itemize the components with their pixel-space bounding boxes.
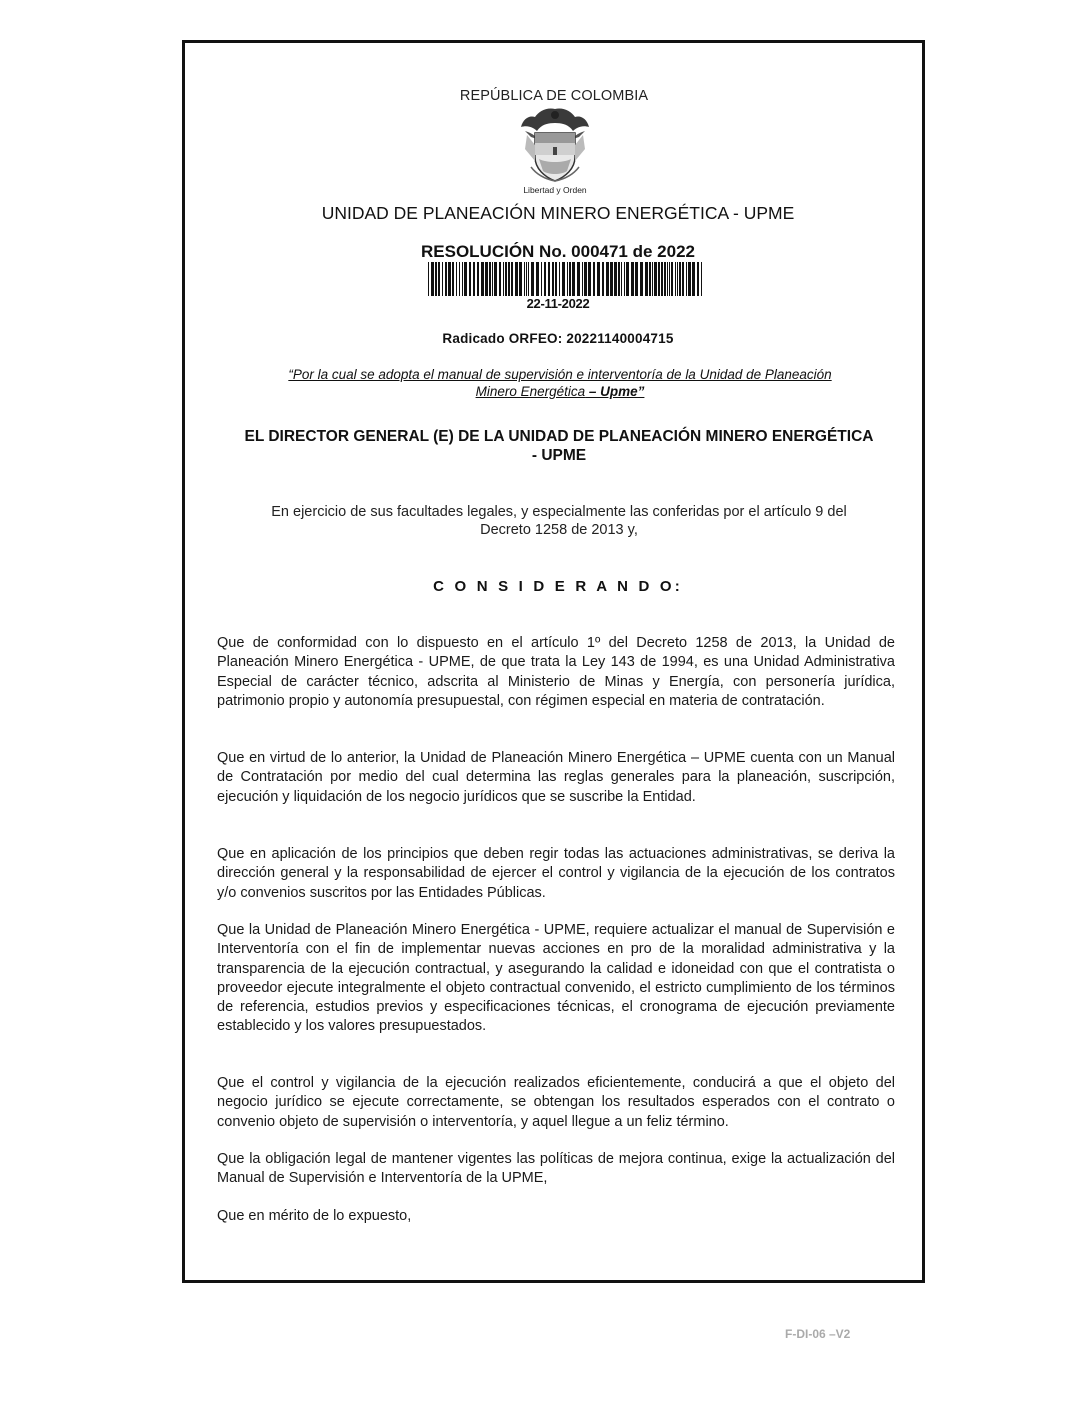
resolution-subject (230, 366, 890, 400)
radicado-number: Radicado ORFEO: 20221140004715 (442, 331, 674, 346)
barcode-bar (658, 262, 660, 296)
barcode-bar (692, 262, 695, 296)
barcode-bar (635, 262, 638, 296)
barcode-bar (618, 262, 620, 296)
barcode-bar (508, 262, 510, 296)
barcode-bar (469, 262, 471, 296)
barcode-bar (541, 262, 542, 296)
barcode-bar (499, 262, 501, 296)
barcode-bar (511, 262, 513, 296)
barcode-bar (526, 262, 527, 296)
barcode-bar (464, 262, 467, 296)
paragraph: Que el control y vigilancia de la ejecución realizados eficientemente, conducirá a que el objeto del negocio jurídico se ejecute correctamente, se obtengan los resultados esperados con el contrato o convenio objeto de supervisión o interventoría, y aquel llegue a un feliz término. (217, 1075, 895, 1130)
barcode-bar (582, 262, 583, 296)
director-heading (214, 427, 904, 465)
barcode-bar (505, 262, 507, 296)
considerando-heading: C O N S I D E R A N D O: (433, 578, 683, 595)
barcode-bar (631, 262, 634, 296)
barcode-bar (494, 262, 497, 296)
barcode-bar (431, 262, 434, 296)
resolution-title: RESOLUCIÓN No. 000471 de 2022 (420, 242, 695, 261)
barcode-bar (459, 262, 460, 296)
subject-line-1: “Por la cual se adopta el manual de supervisión e interventoría de la Unidad de Planeación (288, 367, 832, 382)
barcode-bar (686, 262, 687, 296)
barcode-bar (593, 262, 595, 296)
barcode-bar (503, 262, 504, 296)
barcode-icon (428, 262, 704, 296)
paragraph: Que en virtud de lo anterior, la Unidad de Planeación Minero Energética – UPME cuenta con un Manual de Contratación por medio del cual determina las reglas generales para la planeación, suscripción, ejecución y liquidación de los negocio jurídicos que se suscribe la Entidad. (217, 750, 895, 805)
paragraph: Que de conformidad con lo dispuesto en el artículo 1º del Decreto 1258 de 2013, la Unidad de Planeación Minero Energética - UPME, de que trata la Ley 143 de 1994, es una Unidad Administrativa Especial de carácter técnico, adscrita al Ministerio de Minas y Energía, con personería jurídica, patrimonio propio y autonomía presupuestal, con régimen especial en materia de contratación. (217, 635, 895, 709)
barcode-bar (675, 262, 676, 296)
barcode-bar (588, 262, 591, 296)
barcode-bar (572, 262, 575, 296)
coat-of-arms-icon (517, 105, 593, 197)
barcode-bar (567, 262, 568, 296)
barcode-bar (640, 262, 643, 296)
director-line-2: - UPME (531, 447, 587, 464)
paragraph: Que la obligación legal de mantener vigentes las políticas de mejora continua, exige la actualización del Manual de Supervisión e Interventoría de la UPME, (217, 1151, 895, 1187)
barcode-bar (602, 262, 604, 296)
barcode-bar (661, 262, 663, 296)
barcode-bar (645, 262, 648, 296)
paragraph: Que en mérito de lo expuesto, (217, 1208, 412, 1224)
barcode-bar (428, 262, 429, 296)
barcode-bar (524, 262, 525, 296)
barcode-bar (679, 262, 681, 296)
barcode-bar (481, 262, 484, 296)
barcode-bar (435, 262, 437, 296)
barcode-bar (671, 262, 673, 296)
barcode-bar (667, 262, 668, 296)
barcode-bar (701, 262, 702, 296)
barcode-bar (614, 262, 617, 296)
subject-line-2a: Minero Energética (475, 384, 586, 399)
organization-name: UNIDAD DE PLANEACIÓN MINERO ENERGÉTICA - UPME (321, 203, 795, 223)
barcode-bar (473, 262, 475, 296)
barcode-bar (485, 262, 488, 296)
barcode-bar (677, 262, 678, 296)
barcode-bar (664, 262, 666, 296)
country-header: REPÚBLICA DE COLOMBIA (459, 88, 649, 104)
barcode-bar (597, 262, 600, 296)
barcode-bar (544, 262, 546, 296)
barcode-bar (548, 262, 550, 296)
barcode-bar (626, 262, 629, 296)
barcode-bar (610, 262, 613, 296)
barcode-bar (552, 262, 554, 296)
barcode-bar (621, 262, 622, 296)
barcode-bar (559, 262, 560, 296)
barcode-bar (654, 262, 657, 296)
barcode-bar (688, 262, 691, 296)
barcode-bar (624, 262, 625, 296)
paragraph: Que en aplicación de los principios que deben regir todas las actuaciones administrativas, se deriva la dirección general y la responsabilidad de ejercer el control y vigilancia de la ejecución de los contratos y/o convenios suscritos por las Entidades Públicas. (217, 846, 895, 901)
barcode-bar (577, 262, 580, 296)
ejercicio-line-1: En ejercicio de sus facultades legales, y especialmente las conferidas por el artículo 9 del (271, 504, 847, 520)
barcode-date: 22-11-2022 (526, 296, 590, 311)
barcode-bar (528, 262, 529, 296)
barcode-bar (569, 262, 571, 296)
barcode-bar (697, 262, 699, 296)
barcode-bar (652, 262, 653, 296)
barcode-bar (649, 262, 651, 296)
barcode-bar (606, 262, 609, 296)
coat-of-arms-motto: Libertad y Orden (523, 185, 587, 195)
barcode-bar (456, 262, 457, 296)
barcode-bar (452, 262, 454, 296)
barcode-bar (445, 262, 447, 296)
barcode-bar (448, 262, 451, 296)
subject-line-2b: – Upme” (585, 384, 645, 399)
barcode-bar (584, 262, 587, 296)
barcode-bar (492, 262, 493, 296)
barcode-bar (489, 262, 491, 296)
ejercicio-line-2: Decreto 1258 de 2013 y, (480, 522, 638, 538)
barcode-bar (669, 262, 670, 296)
barcode-bar (477, 262, 479, 296)
barcode-bar (555, 262, 557, 296)
barcode-bar (438, 262, 440, 296)
barcode-bar (562, 262, 565, 296)
barcode-bar (442, 262, 443, 296)
barcode-bar (519, 262, 522, 296)
barcode-bar (462, 262, 463, 296)
director-line-1: EL DIRECTOR GENERAL (E) DE LA UNIDAD DE PLANEACIÓN MINERO ENERGÉTICA (244, 428, 874, 445)
barcode-bar (531, 262, 534, 296)
form-code: F-DI-06 –V2 (785, 1327, 851, 1341)
barcode-bar (682, 262, 684, 296)
paragraph: Que la Unidad de Planeación Minero Energética - UPME, requiere actualizar el manual de Supervisión e Interventoría con el fin de implementar nuevas acciones en pro de la moralidad administrativa y la transparencia de la ejecución contractual, y asegurando la calidad e idoneidad con que el contratista o proveedor ejecute integralmente el objeto contractual convenido, el estricto cumplimiento de los términos de referencia, estudios previos y especificaciones técnicas, el cronograma de ejecución previamente establecido y los valores presupuestados. (217, 922, 895, 1035)
ejercicio-text (214, 503, 904, 539)
barcode-bar (536, 262, 539, 296)
barcode-bar (515, 262, 518, 296)
